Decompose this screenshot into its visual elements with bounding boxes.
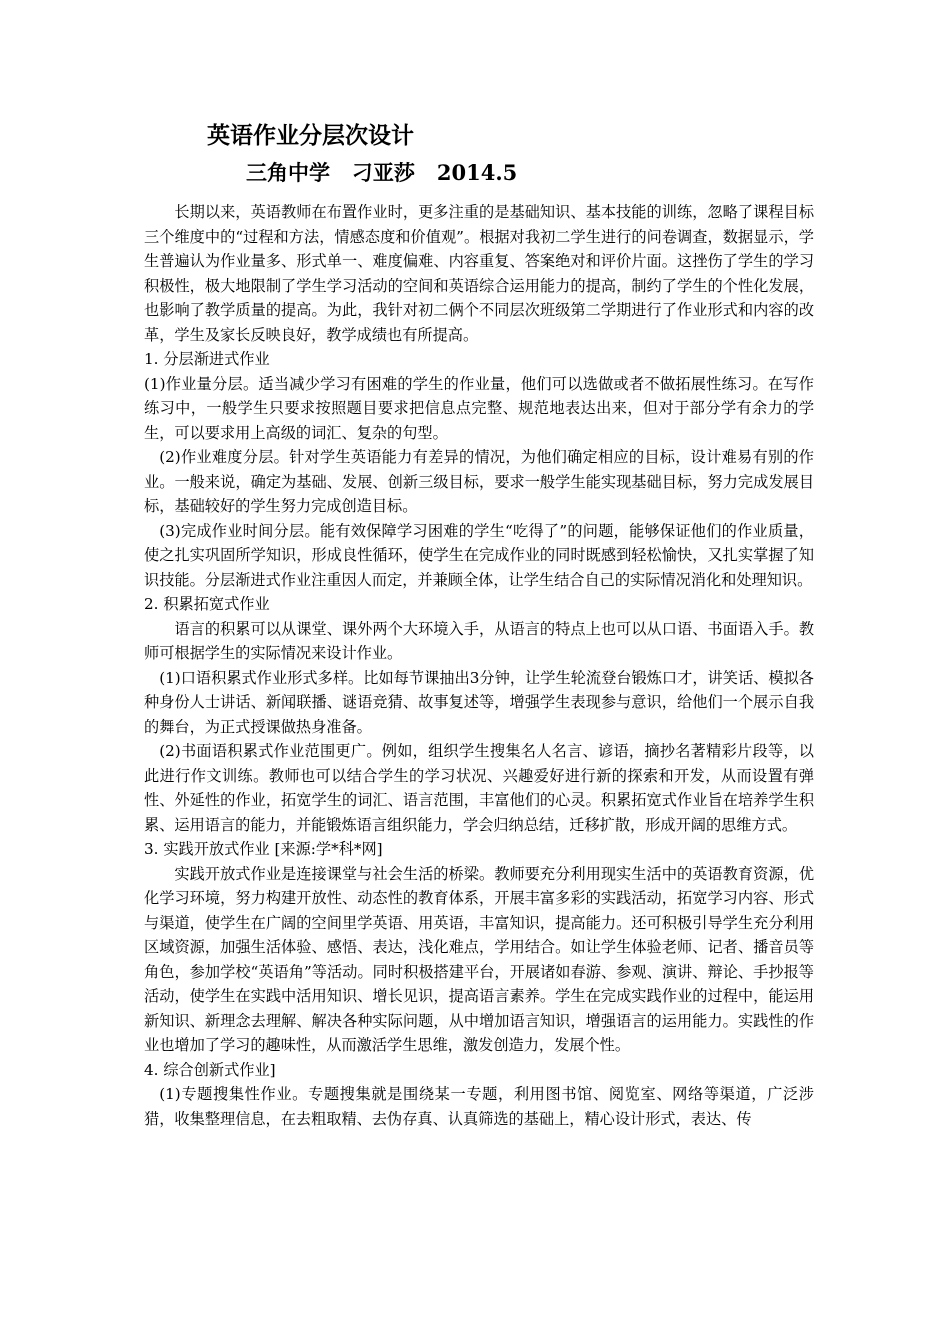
paragraph-intro: 长期以来，英语教师在布置作业时，更多注重的是基础知识、基本技能的训练，忽略了课程目标三个维度中的“过程和方法，情感态度和价值观”。根据对我初二学生进行的问卷调查，数据显示，学生普遍认为作业量多、形式单一、难度偏难、内容重复、答案绝对和评价片面。这挫伤了学生的学习积极性，极大地限制了学生学习活动的空间和英语综合运用能力的提高，制约了学生的个性化发展，也影响了教学质量的提高。为此，我针对初二俩个不同层次班级第二学期进行了作业形式和内容的改革，学生及家长反映良好，教学成绩也有所提高。 [144,203,814,344]
section-heading-2: 2. 积累拓宽式作业 [144,595,270,613]
document-subtitle: 三角中学 刁亚莎 2014.5 [246,160,518,185]
paragraph-3: 实践开放式作业是连接课堂与社会生活的桥梁。教师要充分利用现实生活中的英语教育资源，优化学习环境，努力构建开放性、动态性的教育体系，开展丰富多彩的实践活动，拓宽学习内容、形式与渠道，使学生在广阔的空间里学英语、用英语，丰富知识，提高能力。还可积极引导学生充分利用区域资源，加强生活体验、感悟、表达，浅化难点，学用结合。如让学生体验老师、记者、播音员等角色，参加学校“英语角”等活动。同时积极搭建平台，开展诸如春游、参观、演讲、辩论、手抄报等活动，使学生在实践中活用知识、增长见识，提高语言素养。学生在完成实践作业的过程中，能运用新知识、新理念去理解、解决各种实际问题，从中增加语言知识，增强语言的运用能力。实践性的作业也增加了学习的趣味性，从而激活学生思维，激发创造力，发展个性。 [144,864,814,1054]
paragraph-1-3: (3)完成作业时间分层。能有效保障学习困难的学生“吃得了”的问题，能够保证他们的作业质量，使之扎实巩固所学知识，形成良性循环，使学生在完成作业的同时既感到轻松愉快，又扎实掌握了知识技能。分层渐进式作业注重因人而定，并兼顾全体，让学生结合自己的实际情况消化和处理知识。 [144,521,814,589]
paragraph-2-intro: 语言的积累可以从课堂、课外两个大环境入手，从语言的特点上也可以从口语、书面语入手。教师可根据学生的实际情况来设计作业。 [144,619,814,662]
paragraph-2-2: (2)书面语积累式作业范围更广。例如，组织学生搜集名人名言、谚语，摘抄名著精彩片段等，以此进行作文训练。教师也可以结合学生的学习状况、兴趣爱好进行新的探索和开发，从而设置有弹性、外延性的作业，拓宽学生的词汇、语言范围，丰富他们的心灵。积累拓宽式作业旨在培养学生积累、运用语言的能力，并能锻炼语言组织能力，学会归纳总结，迁移扩散，形成开阔的思维方式。 [144,742,814,834]
paragraph-1-1: (1)作业量分层。适当减少学习有困难的学生的作业量，他们可以选做或者不做拓展性练习。在写作练习中，一般学生只要求按照题目要求把信息点完整、规范地表达出来，但对于部分学有余力的学生，可以要求用上高级的词汇、复杂的句型。 [144,374,814,442]
section-heading-1: 1. 分层渐进式作业 [144,350,270,368]
document-body [144,200,814,1131]
paragraph-2-1: (1)口语积累式作业形式多样。比如每节课抽出3分钟，让学生轮流登台锻炼口才，讲笑话、模拟各种身份人士讲话、新闻联播、谜语竞猜、故事复述等，增强学生表现参与意识，给他们一个展示自我的舞台，为正式授课做热身准备。 [144,668,814,736]
section-heading-4: 4. 综合创新式作业] [144,1060,276,1079]
section-heading-3: 3. 实践开放式作业 [来源:学*科*网] [144,840,383,858]
document-title: 英语作业分层次设计 [207,122,414,149]
paragraph-4-1: (1)专题搜集性作业。专题搜集就是围绕某一专题，利用图书馆、阅览室、网络等渠道，广泛涉猎，收集整理信息，在去粗取精、去伪存真、认真筛选的基础上，精心设计形式，表达、传 [144,1085,814,1128]
paragraph-1-2: (2)作业难度分层。针对学生英语能力有差异的情况，为他们确定相应的目标，设计难易有别的作业。一般来说，确定为基础、发展、创新三级目标，要求一般学生能实现基础目标，努力完成发展目标，基础较好的学生努力完成创造目标。 [144,448,814,515]
